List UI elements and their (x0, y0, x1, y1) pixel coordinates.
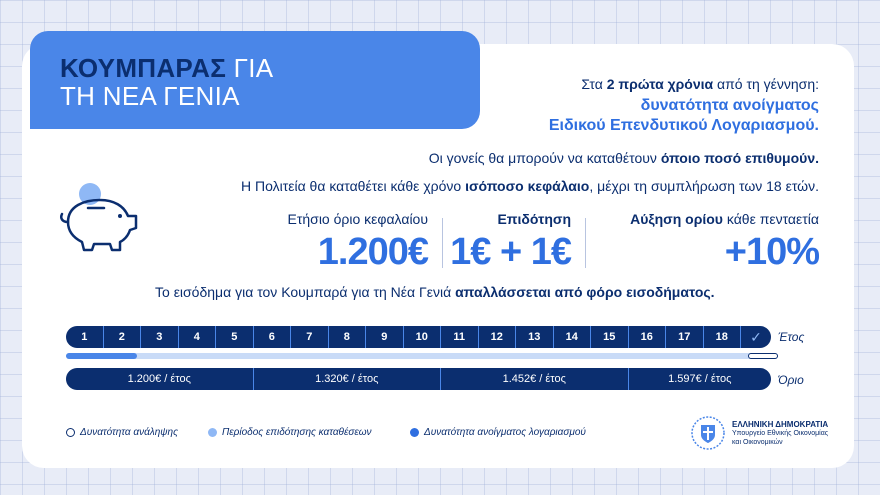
state-post: , μέχρι τη συμπλήρωση των 18 ετών. (589, 178, 819, 194)
legend-account-label: Δυνατότητα ανοίγματος λογαριασμού (424, 427, 586, 438)
ministry-logo (690, 415, 828, 451)
year-cell: 2 (104, 326, 142, 348)
increase-label-bold: Αύξηση ορίου (630, 211, 723, 227)
ministry-line3: και Οικονομικών (732, 438, 783, 446)
subsidy-label: Επιδότηση (497, 211, 571, 227)
subsidy-stat (450, 211, 571, 274)
legend-withdrawal-label: Δυνατότητα ανάληψης (80, 427, 178, 438)
intro-bold: 2 πρώτα χρόνια (606, 76, 714, 92)
increase-stat (630, 211, 819, 274)
year-cell: 18 (704, 326, 742, 348)
subsidy-progress-fill (66, 353, 137, 359)
year-cell: 4 (179, 326, 217, 348)
hollow-dot-icon (66, 428, 75, 437)
state-pre: Η Πολιτεία θα καταθέτει κάθε χρόνο (240, 178, 466, 194)
intro-pre: Στα (581, 76, 607, 92)
tax-exempt-line (155, 284, 715, 300)
subsidy-value: 1€ + 1€ (450, 231, 571, 273)
state-bold: ισόποσο κεφάλαιο (465, 178, 590, 194)
title-line2: ΤΗ ΝΕΑ ΓΕΝΙΑ (60, 81, 240, 111)
increase-value: +10% (724, 231, 819, 273)
year-cell: 15 (591, 326, 629, 348)
year-cell: 11 (441, 326, 479, 348)
year-cell: 17 (666, 326, 704, 348)
year-cell: 10 (404, 326, 442, 348)
annual-limit-label: Ετήσιο όριο κεφαλαίου (287, 211, 428, 227)
legend-account-opening (410, 427, 586, 438)
year-cell: 1 (66, 326, 104, 348)
subsidy-progress-bar (66, 353, 778, 359)
limits-timeline (66, 368, 771, 390)
legend-withdrawal (66, 427, 178, 438)
year-cell: 14 (554, 326, 592, 348)
increase-label (630, 211, 819, 227)
greek-emblem-icon (690, 415, 726, 451)
blue-dot-icon (410, 428, 419, 437)
highlight-line2: Ειδικού Επενδυτικού Λογαριασμού. (548, 117, 819, 134)
parents-bold: όποιο ποσό επιθυμούν. (660, 150, 819, 166)
highlight-line1: δυνατότητα ανοίγματος (640, 97, 819, 114)
exempt-bold: απαλλάσσεται από φόρο εισοδήματος. (455, 284, 715, 300)
limit-cell: 1.320€ / έτος (254, 368, 442, 390)
years-timeline (66, 326, 771, 348)
exempt-pre: Το εισόδημα για τον Κουμπαρά για τη Νέα Γενιά (155, 284, 456, 300)
check-icon: ✓ (741, 326, 771, 348)
annual-limit-stat (288, 211, 428, 274)
year-cell: 9 (366, 326, 404, 348)
year-cell: 8 (329, 326, 367, 348)
increase-label-rest: κάθε πενταετία (722, 211, 819, 227)
parents-pre: Οι γονείς θα μπορούν να καταθέτουν (428, 150, 661, 166)
year-cell: 6 (254, 326, 292, 348)
year-cell: 12 (479, 326, 517, 348)
title-bold: ΚΟΥΜΠΑΡΑΣ (60, 53, 227, 83)
state-line (241, 178, 819, 194)
stat-divider (442, 218, 443, 268)
withdrawal-marker (748, 353, 778, 359)
ministry-text (732, 420, 828, 447)
parents-line (429, 150, 819, 166)
limit-cell: 1.452€ / έτος (441, 368, 629, 390)
intro-line (581, 76, 819, 92)
annual-limit-value: 1.200€ (317, 231, 428, 273)
legend-subsidy-label: Περίοδος επιδότησης καταθέσεων (222, 427, 372, 438)
title-rest: ΓΙΑ (226, 53, 274, 83)
year-cell: 3 (141, 326, 179, 348)
year-cell: 5 (216, 326, 254, 348)
legend-subsidy-period (208, 427, 372, 438)
intro-highlight (549, 96, 819, 136)
year-cell: 16 (629, 326, 667, 348)
limit-cell: 1.200€ / έτος (66, 368, 254, 390)
year-cell: 7 (291, 326, 329, 348)
piggy-bank-icon (54, 176, 144, 256)
page-title (60, 54, 273, 110)
limits-axis-label: Όριο (778, 373, 804, 387)
years-axis-label: Έτος (778, 330, 805, 344)
light-dot-icon (208, 428, 217, 437)
intro-post: από τη γέννηση: (713, 76, 819, 92)
year-cell: 13 (516, 326, 554, 348)
limit-cell: 1.597€ / έτος (629, 368, 772, 390)
stat-divider (585, 218, 586, 268)
ministry-line1: ΕΛΛΗΝΙΚΗ ΔΗΜΟΚΡΑΤΙΑ (732, 419, 829, 429)
ministry-line2: Υπουργείο Εθνικής Οικονομίας (732, 429, 829, 437)
